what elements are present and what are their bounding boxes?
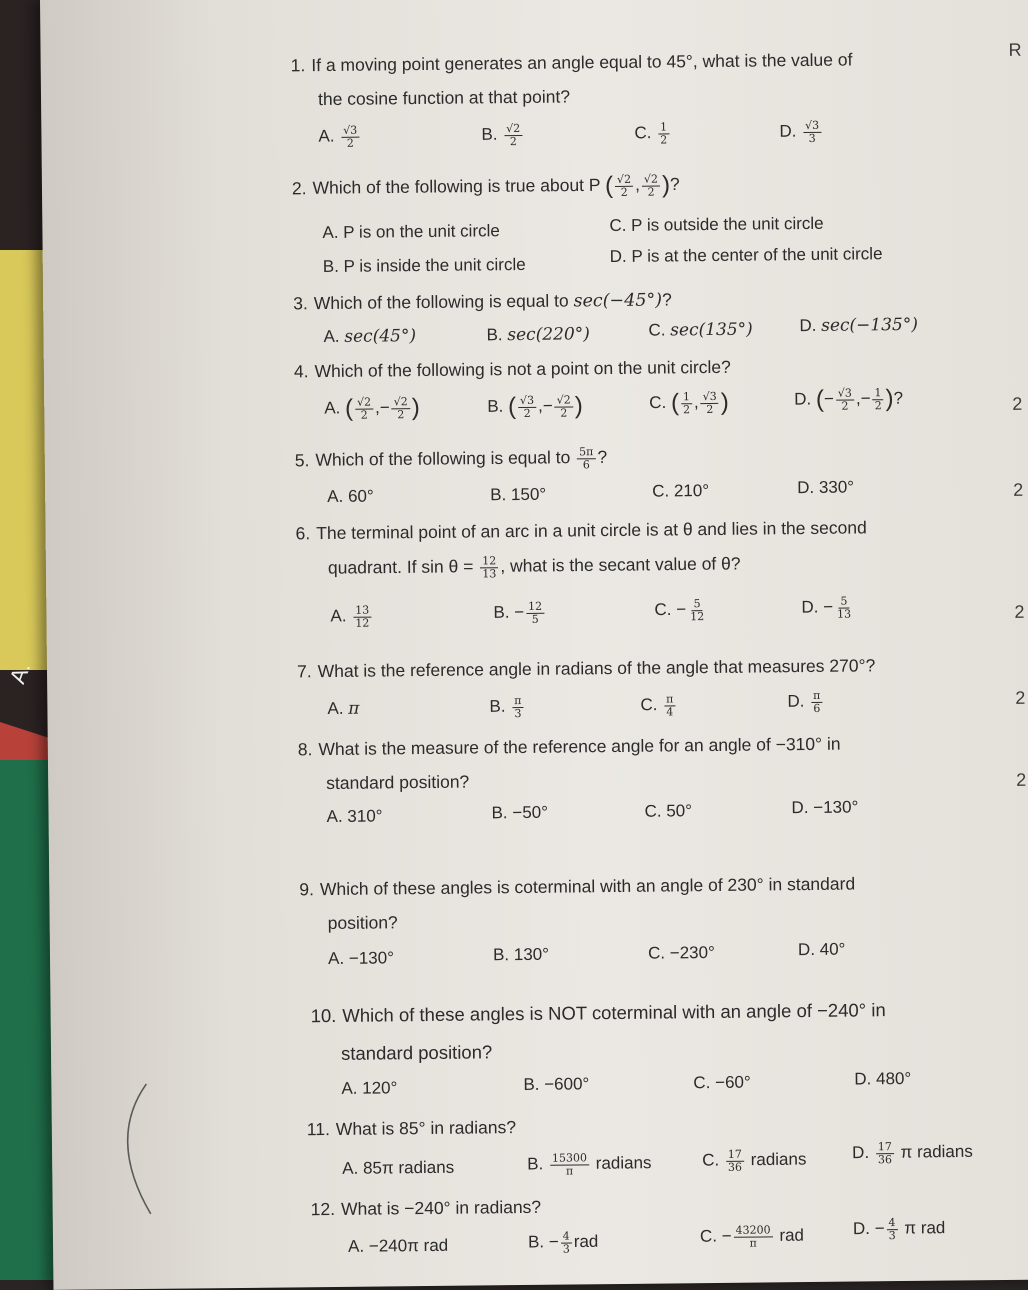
- question-8-line-2: standard position?: [326, 771, 470, 794]
- question-12: 12. What is −240° in radians?: [310, 1196, 542, 1220]
- question-4: 4. Which of the following is not a point on the unit circle?: [293, 356, 731, 382]
- q5-option-c[interactable]: C. 210°: [652, 481, 710, 501]
- q11-option-b[interactable]: B. $\frac{15300}{\pi}$ radians: [527, 1151, 652, 1178]
- q2-option-b[interactable]: B. P is inside the unit circle: [322, 254, 526, 277]
- edge-mark: R: [1008, 39, 1022, 60]
- q5-option-a[interactable]: A. 60°: [327, 486, 374, 507]
- q3-option-d[interactable]: D. sec(−135°): [799, 314, 919, 336]
- question-9: 9. Which of these angles is coterminal with an angle of 230° in standard: [299, 873, 856, 900]
- q6-option-c[interactable]: C. − $\frac{5}{12}$: [654, 597, 705, 623]
- q12-option-c[interactable]: C. − $\frac{43200}{\pi}$ rad: [699, 1223, 805, 1250]
- q7-option-b[interactable]: B. $\frac{\pi}{3}$: [489, 693, 522, 720]
- q8-option-b[interactable]: B. −50°: [491, 802, 549, 823]
- question-2: 2. Which of the following is true about P ( $\frac{√2}{2}$ , $\frac{√2}{2}$ )?: [291, 171, 680, 200]
- q1-option-d[interactable]: D. $\frac{√3}{3}$: [779, 120, 823, 145]
- q9-option-b[interactable]: B. 130°: [492, 944, 550, 965]
- question-11: 11. What is 85° in radians?: [306, 1117, 517, 1140]
- question-1: 1. If a moving point generates an angle equal to 45°, what is the value of: [290, 49, 853, 76]
- q7-option-d[interactable]: D. $\frac{\pi}{6}$: [787, 688, 821, 715]
- question-8: 8. What is the measure of the reference angle for an angle of −310° in: [297, 733, 841, 760]
- q11-option-a[interactable]: A. 85π radians: [342, 1157, 455, 1178]
- q5-option-d[interactable]: D. 330°: [797, 477, 855, 498]
- question-7: 7. What is the reference angle in radians of the angle that measures 270°?: [296, 655, 876, 682]
- q8-option-c[interactable]: C. 50°: [644, 801, 693, 821]
- q12-option-d[interactable]: D. − $\frac{4}{3}$ π rad: [852, 1216, 946, 1242]
- q3-option-c[interactable]: C. sec(135°): [648, 319, 753, 341]
- q10-option-d[interactable]: D. 480°: [854, 1068, 912, 1089]
- q3-option-b[interactable]: B. sec(220°): [486, 324, 590, 346]
- q3-option-a[interactable]: A. sec(45°): [323, 326, 417, 347]
- q8-option-d[interactable]: D. −130°: [791, 797, 859, 818]
- q6-option-b[interactable]: B. − $\frac{12}{5}$: [493, 601, 546, 626]
- question-1-line-2: the cosine function at that point?: [317, 86, 571, 110]
- question-5: 5. Which of the following is equal to $\frac{5\pi}{6}$ ?: [294, 445, 608, 471]
- q4-option-c[interactable]: C. ( $\frac{1}{2}$ , $\frac{√3}{2}$ ): [649, 388, 729, 417]
- q8-option-a[interactable]: A. 310°: [326, 806, 383, 827]
- q6-option-d[interactable]: D. − $\frac{5}{13}$: [801, 594, 852, 621]
- pen-bracket-mark: [101, 1079, 162, 1220]
- q5-option-b[interactable]: B. 150°: [490, 484, 547, 505]
- edge-mark: 2: [1014, 601, 1025, 622]
- edge-mark: 2: [1015, 687, 1026, 708]
- question-9-line-2: position?: [327, 912, 398, 934]
- q9-option-c[interactable]: C. −230°: [647, 942, 715, 963]
- q4-option-a[interactable]: A. ( $\frac{√2}{2}$ ,− $\frac{√2}{2}$ ): [324, 394, 420, 422]
- edge-mark: 2: [1012, 393, 1023, 414]
- q2-option-c[interactable]: C. P is outside the unit circle: [609, 213, 824, 236]
- q12-option-a[interactable]: A. −240π rad: [347, 1235, 449, 1256]
- worksheet-page: [40, 0, 1028, 1290]
- question-10-line-2: standard position?: [340, 1041, 493, 1064]
- q2-option-d[interactable]: D. P is at the center of the unit circle: [609, 244, 883, 267]
- q7-option-c[interactable]: C. $\frac{\pi}{4}$: [640, 692, 674, 719]
- q9-option-a[interactable]: A. −130°: [327, 948, 395, 969]
- question-6-line-2: quadrant. If sin θ = $\frac{12}{13}$ , what is the secant value of θ?: [327, 553, 741, 580]
- q1-option-b[interactable]: B. $\frac{√2}{2}$: [481, 123, 524, 148]
- question-10: 10. Which of these angles is NOT coterminal with an angle of −240° in: [310, 999, 886, 1027]
- q7-option-a[interactable]: A. π: [327, 698, 360, 719]
- q2-option-a[interactable]: A. P is on the unit circle: [322, 221, 500, 243]
- q10-option-c[interactable]: C. −60°: [693, 1072, 751, 1093]
- q1-option-c[interactable]: C. $\frac{1}{2}$: [634, 120, 668, 147]
- q10-option-a[interactable]: A. 120°: [341, 1078, 398, 1098]
- side-handwriting: A.: [4, 658, 36, 687]
- q11-option-d[interactable]: D. $\frac{17}{36}$ π radians: [852, 1140, 973, 1166]
- question-6: 6. The terminal point of an arc in a unit circle is at θ and lies in the second: [295, 517, 867, 544]
- q12-option-b[interactable]: B. − $\frac{4}{3}$ rad: [527, 1229, 599, 1256]
- q4-option-b[interactable]: B. ( $\frac{√3}{2}$ ,− $\frac{√2}{2}$ ): [487, 392, 583, 421]
- q11-option-c[interactable]: C. $\frac{17}{36}$ radians: [702, 1147, 807, 1174]
- edge-mark: 2: [1013, 479, 1024, 500]
- q9-option-d[interactable]: D. 40°: [797, 939, 846, 960]
- question-3: 3. Which of the following is equal to sec(−45°)?: [293, 289, 672, 314]
- q4-option-d[interactable]: D. (− $\frac{√3}{2}$ ,− $\frac{1}{2}$ )?: [794, 385, 904, 413]
- q6-option-a[interactable]: A. $\frac{13}{12}$: [330, 603, 370, 630]
- q10-option-b[interactable]: B. −600°: [523, 1074, 590, 1094]
- edge-mark: 2: [1016, 769, 1027, 790]
- q1-option-a[interactable]: A. $\frac{√3}{2}$: [318, 125, 361, 150]
